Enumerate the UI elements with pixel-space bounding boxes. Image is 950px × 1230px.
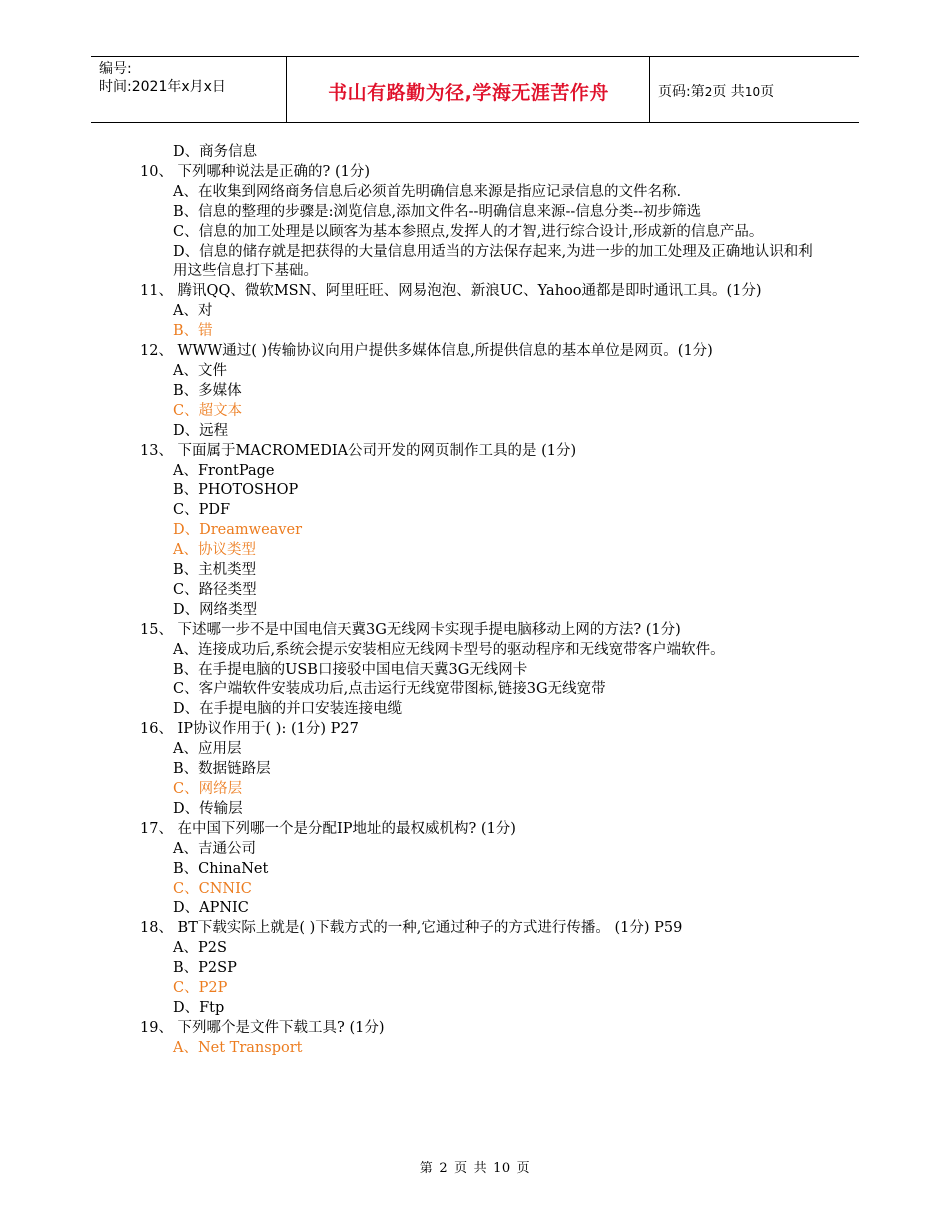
header-bottom-rule <box>91 122 859 123</box>
option-line: C、PDF <box>173 502 231 519</box>
option-line: A、FrontPage <box>173 462 275 479</box>
answer-option-line: B、错 <box>173 323 213 340</box>
date-label: 时间:2021年x月x日 <box>99 79 226 95</box>
answer-option-line: C、CNNIC <box>173 880 252 897</box>
option-line: B、数据链路层 <box>173 761 271 778</box>
question-line: 11、 腾讯QQ、微软MSN、阿里旺旺、网易泡泡、新浪UC、Yahoo通都是即时通讯工具。(1分) <box>140 283 762 300</box>
page-number: 2 <box>704 85 713 99</box>
option-line: A、在收集到网络商务信息后必须首先明确信息来源是指应记录信息的文件名称. <box>173 183 682 200</box>
page-footer <box>0 1157 950 1176</box>
footer-page: 2 <box>439 1161 449 1176</box>
option-line: B、多媒体 <box>173 382 242 399</box>
footer-a: 第 <box>419 1161 434 1176</box>
header-motto: 书山有路勤为径,学海无涯苦作舟 <box>328 82 609 104</box>
option-line: D、传输层 <box>173 800 243 817</box>
page-mid: 页 共 <box>712 84 745 100</box>
option-paragraph: C、信息的加工处理是以顾客为基本参照点,发挥人的才智,进行综合设计,形成新的信息产品。 <box>173 223 764 240</box>
header-meta <box>99 60 226 96</box>
option-line: B、P2SP <box>173 960 237 977</box>
option-line: A、对 <box>173 303 213 320</box>
option-line: D、在手提电脑的并口安装连接电缆 <box>173 701 403 718</box>
document-body <box>140 143 820 1059</box>
answer-option-line: A、Net Transport <box>173 1039 303 1056</box>
question-line: 15、 下述哪一步不是中国电信天冀3G无线网卡实现手提电脑移动上网的方法? (1分) <box>140 621 681 638</box>
answer-option-line: C、超文本 <box>173 402 243 419</box>
footer-b: 页 <box>454 1161 468 1176</box>
footer-d: 页 <box>516 1161 531 1176</box>
question-line: 16、 IP协议作用于( ): (1分) P27 <box>140 721 359 738</box>
option-line: C、客户端软件安装成功后,点击运行无线宽带图标,链接3G无线宽带 <box>173 681 606 698</box>
option-line: C、路径类型 <box>173 581 257 598</box>
question-line: 13、 下面属于MACROMEDIA公司开发的网页制作工具的是 (1分) <box>140 442 577 459</box>
footer-c: 共 <box>473 1161 488 1176</box>
question-line: 17、 在中国下列哪一个是分配IP地址的最权威机构? (1分) <box>140 820 516 837</box>
option-line: D、Ftp <box>173 999 225 1016</box>
option-line: A、吉通公司 <box>173 840 256 857</box>
question-line: 10、 下列哪种说法是正确的? (1分) <box>140 163 370 180</box>
page-end: 页 <box>760 84 775 100</box>
option-line: A、P2S <box>173 940 227 957</box>
footer-total: 10 <box>493 1161 511 1176</box>
option-line: B、信息的整理的步骤是:浏览信息,添加文件名--明确信息来源--信息分类--初步筛选 <box>173 203 702 220</box>
question-line: 12、 WWW通过( )传输协议向用户提供多媒体信息,所提供信息的基本单位是网页。(1分) <box>140 343 713 360</box>
header-divider-1 <box>286 56 287 122</box>
answer-option-line: A、协议类型 <box>173 542 256 559</box>
option-line: B、PHOTOSHOP <box>173 482 299 499</box>
header-divider-2 <box>649 56 650 122</box>
answer-option-line: C、网络层 <box>173 781 243 797</box>
option-line: D、远程 <box>173 422 229 439</box>
option-line: D、APNIC <box>173 900 249 917</box>
option-line: D、商务信息 <box>173 144 258 160</box>
header-page-info <box>658 81 774 101</box>
option-line: D、网络类型 <box>173 601 258 618</box>
option-line: A、应用层 <box>173 741 242 758</box>
option-paragraph: D、信息的储存就是把获得的大量信息用适当的方法保存起来,为进一步的加工处理及正确地认识和利用这些信息打下基础。 <box>173 243 813 280</box>
option-line: A、文件 <box>173 362 227 379</box>
page-label: 页码:第 <box>658 84 705 100</box>
answer-option-line: D、Dreamweaver <box>173 522 302 539</box>
serial-label: 编号: <box>99 61 132 77</box>
page-total: 10 <box>744 85 761 99</box>
answer-option-line: C、P2P <box>173 980 228 997</box>
question-line: 18、 BT下载实际上就是( )下载方式的一种,它通过种子的方式进行传播。 (1分) P59 <box>140 920 683 937</box>
option-line: B、ChinaNet <box>173 860 269 877</box>
option-line: B、主机类型 <box>173 562 257 579</box>
header-top-rule <box>91 56 859 57</box>
question-line: 19、 下列哪个是文件下载工具? (1分) <box>140 1019 385 1036</box>
option-line: B、在手提电脑的USB口接驳中国电信天冀3G无线网卡 <box>173 661 528 678</box>
option-line: A、连接成功后,系统会提示安装相应无线网卡型号的驱动程序和无线宽带客户端软件。 <box>173 641 725 658</box>
